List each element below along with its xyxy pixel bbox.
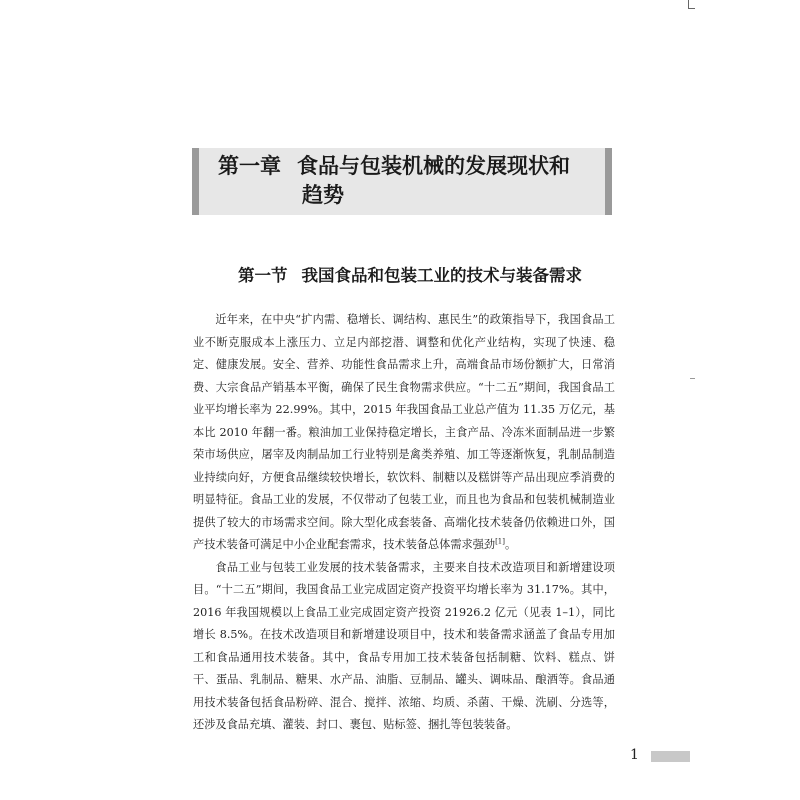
chapter-heading-box [192, 148, 612, 215]
chapter-title-line1: 食品与包装机械的发展现状和 [297, 154, 570, 178]
paragraph-text: 近年来，在中央“扩内需、稳增长、调结构、惠民生”的政策指导下，我国食品工业不断克服成本上涨压力、立足内部挖潜、调整和优化产业结构，实现了快速、稳定、健康发展。安全、营养、功能性食品需求上升，高端食品市场份额扩大，日常消费、大宗食品产销基本平衡，确保了民生食物需求供应。“十二五”期间，我国食品工业平均增长率为 22.99%。其中，2015 年我国食品工业总产值为 11.35 万亿元，基本比 2010 年翻一番。粮油加工业保持稳定增长，主食产品、冷冻米面制品进一步繁荣市场供应，屠宰及肉制品加工行业特别是禽类养殖、加工等逐渐恢复，乳制品制造业持续向好，方便食品继续较快增长，软饮料、制糖以及糕饼等产品出现应季消费的明显特征。食品工业的发展，不仅带动了包装工业，而且也为食品和包装机械制造业提供了较大的市场需求空间。除大型化成套装备、高端化技术装备仍依赖进口外，国产技术装备可满足中小企业配套需求，技术装备总体需求强劲 [193, 313, 615, 551]
page-number: 1 [630, 747, 639, 763]
chapter-number: 第一章 [218, 154, 281, 178]
paragraph-text: 食品工业与包装工业发展的技术装备需求，主要来自技术改造项目和新增建设项目。“十二五”期间，我国食品工业完成固定资产投资平均增长率为 31.17%。其中，2016 年我国规模以上食品工业完成固定资产投资 21926.2 亿元（见表 1–1），同比增长 8.5%。在技术改造项目和新增建设项目中，技术和装备需求涵盖了食品专用加工和食品通用技术装备。其中，食品专用加工技术装备包括制糖、饮料、糕点、饼干、蛋品、乳制品、糖果、水产品、油脂、豆制品、罐头、调味品、酿酒等。食品通用技术装备包括食品粉碎、混合、搅拌、浓缩、均质、杀菌、干燥、洗刷、分选等，还涉及食品充填、灌装、封口、裹包、贴标签、捆扎等包装装备。 [193, 560, 615, 731]
chapter-box-left-bar [192, 148, 199, 215]
section-number: 第一节 [238, 266, 288, 285]
chapter-title-line2: 趋势 [302, 183, 344, 207]
chapter-box-right-bar [605, 148, 612, 215]
crop-mark [688, 0, 695, 9]
section-title [238, 262, 582, 286]
paragraph-end: 。 [505, 538, 517, 551]
margin-tick [690, 378, 695, 379]
citation-ref: [1] [495, 537, 505, 546]
section-title-text: 我国食品和包装工业的技术与装备需求 [301, 266, 582, 285]
footer-bar [651, 751, 690, 762]
paragraph [193, 557, 615, 737]
paragraph [193, 309, 615, 557]
body-text [193, 309, 615, 737]
chapter-title [218, 152, 592, 210]
